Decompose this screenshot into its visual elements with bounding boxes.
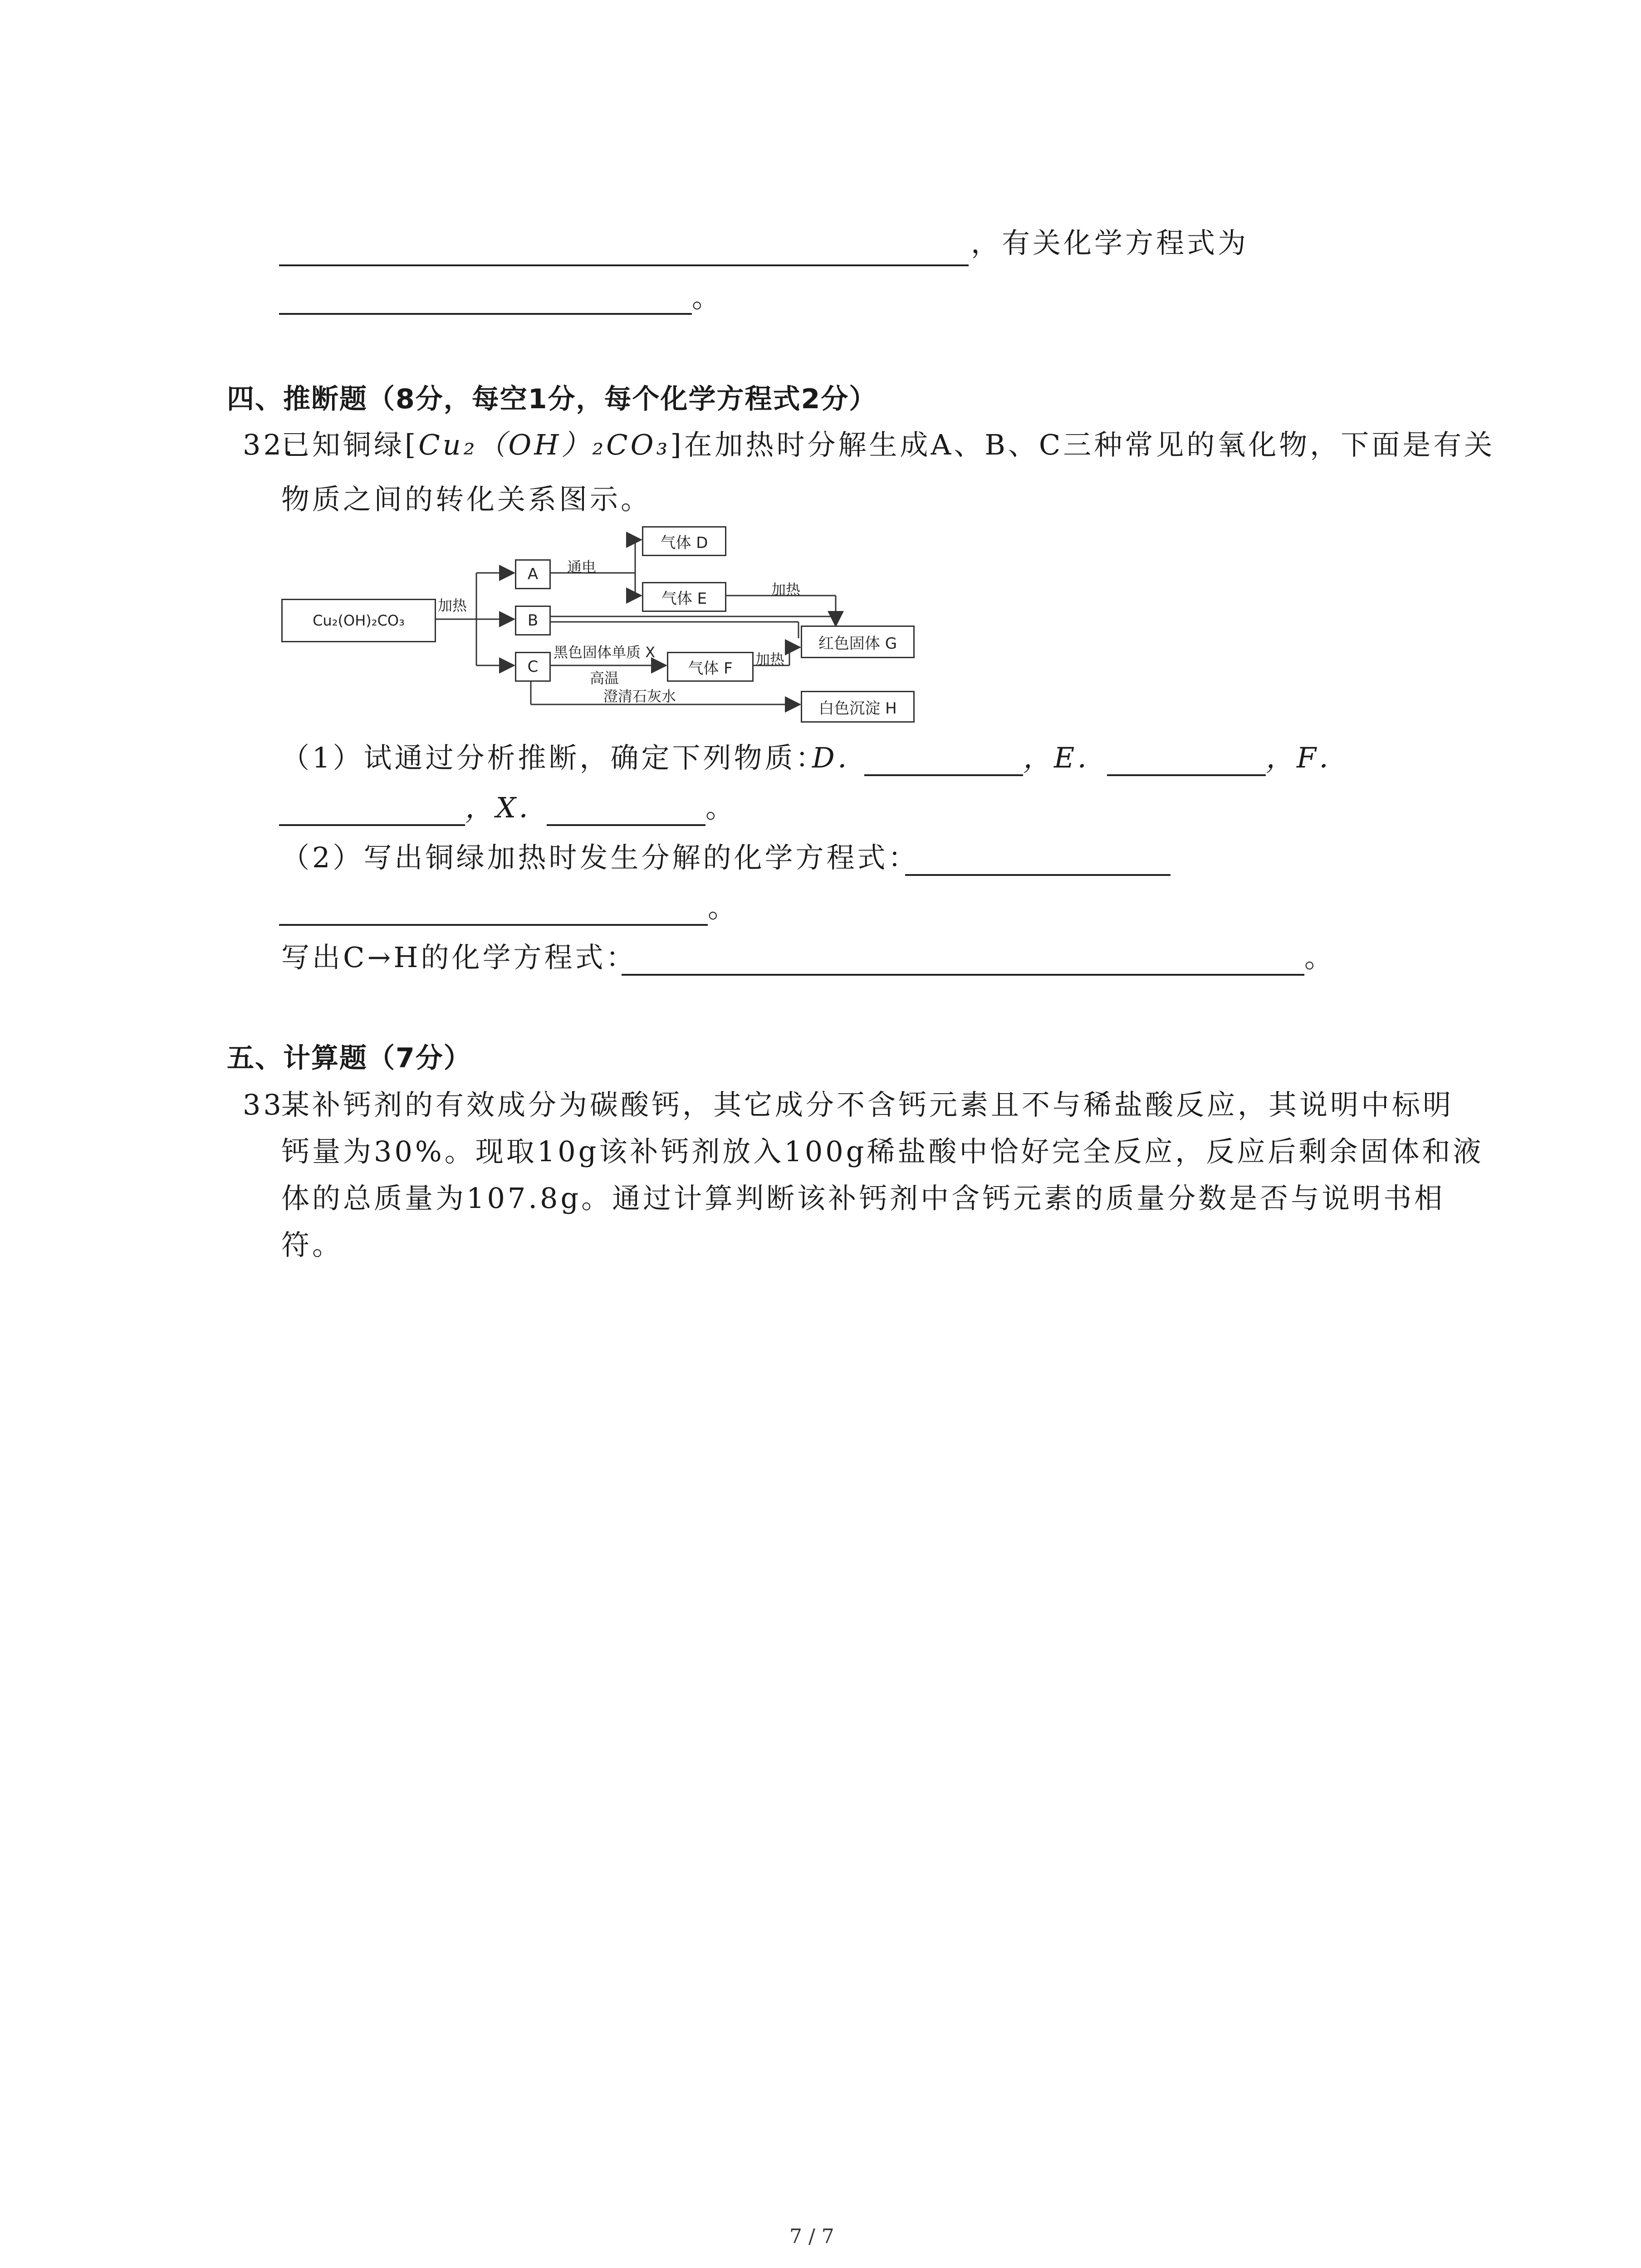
section-heading: 五、计算题（7分）	[227, 1042, 472, 1074]
part2-label: （2）写出铜绿加热时发生分解的化学方程式：	[281, 841, 919, 874]
answer-blank[interactable]	[622, 974, 1304, 976]
intro-a: 已知铜绿[	[281, 428, 419, 461]
period: 。	[705, 791, 737, 824]
period: 。	[1304, 941, 1336, 974]
section-heading: 四、推断题（8分，每空1分，每个化学方程式2分）	[227, 383, 877, 415]
part1-f: ，F．	[1266, 741, 1350, 774]
question-number: 32.	[243, 428, 296, 461]
node-a: A	[515, 559, 551, 589]
formula: Cu₂（OH）₂CO₃	[418, 428, 671, 461]
question-number: 33.	[243, 1088, 296, 1121]
part1-e: ，E．	[1023, 741, 1108, 774]
intro-b: ]在加热时分解生成A、B、C三种常见的氧化物，下面是有关	[670, 428, 1495, 461]
label-black-solid-x: 黑色固体单质 X	[554, 644, 656, 661]
answer-blank[interactable]	[279, 924, 708, 926]
part1-d: D．	[812, 741, 868, 774]
period: 。	[692, 281, 723, 314]
page-number: 7 / 7	[789, 2225, 834, 2248]
node-gas-e: 气体 E	[642, 582, 726, 612]
answer-blank[interactable]	[279, 313, 692, 315]
node-white-precipitate-h: 白色沉淀 H	[801, 691, 915, 723]
node-gas-f: 气体 F	[667, 652, 754, 682]
answer-blank-d[interactable]	[864, 774, 1023, 776]
part1-label: （1）试通过分析推断，确定下列物质：	[281, 741, 827, 774]
node-b: B	[515, 606, 551, 635]
node-c: C	[515, 652, 551, 682]
label-heat: 加热	[771, 581, 801, 598]
label-limewater: 澄清石灰水	[603, 688, 676, 705]
label-electrolysis: 通电	[567, 558, 597, 576]
equation-prompt: ，有关化学方程式为	[971, 226, 1249, 259]
label-high-temp: 高温	[590, 670, 619, 687]
label-heat: 加热	[755, 651, 785, 668]
question-text: 符。	[281, 1228, 343, 1261]
part3-label: 写出C→H的化学方程式：	[281, 941, 637, 974]
question-text: 某补钙剂的有效成分为碳酸钙，其它成分不含钙元素且不与稀盐酸反应，其说明中标明	[281, 1088, 1454, 1121]
answer-blank-f[interactable]	[279, 824, 465, 826]
answer-blank-x[interactable]	[547, 824, 705, 826]
answer-blank[interactable]	[279, 264, 969, 266]
question-text: 体的总质量为107.8g。通过计算判断该补钙剂中含钙元素的质量分数是否与说明书相	[281, 1182, 1445, 1215]
part1-x: ，X．	[465, 791, 550, 824]
period: 。	[708, 891, 739, 924]
label-heat: 加热	[438, 597, 467, 614]
answer-blank-e[interactable]	[1107, 774, 1266, 776]
question-text	[281, 428, 1495, 461]
node-start: Cu₂(OH)₂CO₃	[281, 599, 436, 642]
node-gas-d: 气体 D	[642, 526, 726, 556]
question-text: 钙量为30%。现取10g该补钙剂放入100g稀盐酸中恰好完全反应，反应后剩余固体和液	[281, 1135, 1484, 1168]
answer-blank[interactable]	[905, 874, 1171, 876]
question-text: 物质之间的转化关系图示。	[281, 483, 652, 516]
node-red-solid-g: 红色固体 G	[801, 626, 915, 658]
conversion-diagram	[277, 519, 912, 728]
